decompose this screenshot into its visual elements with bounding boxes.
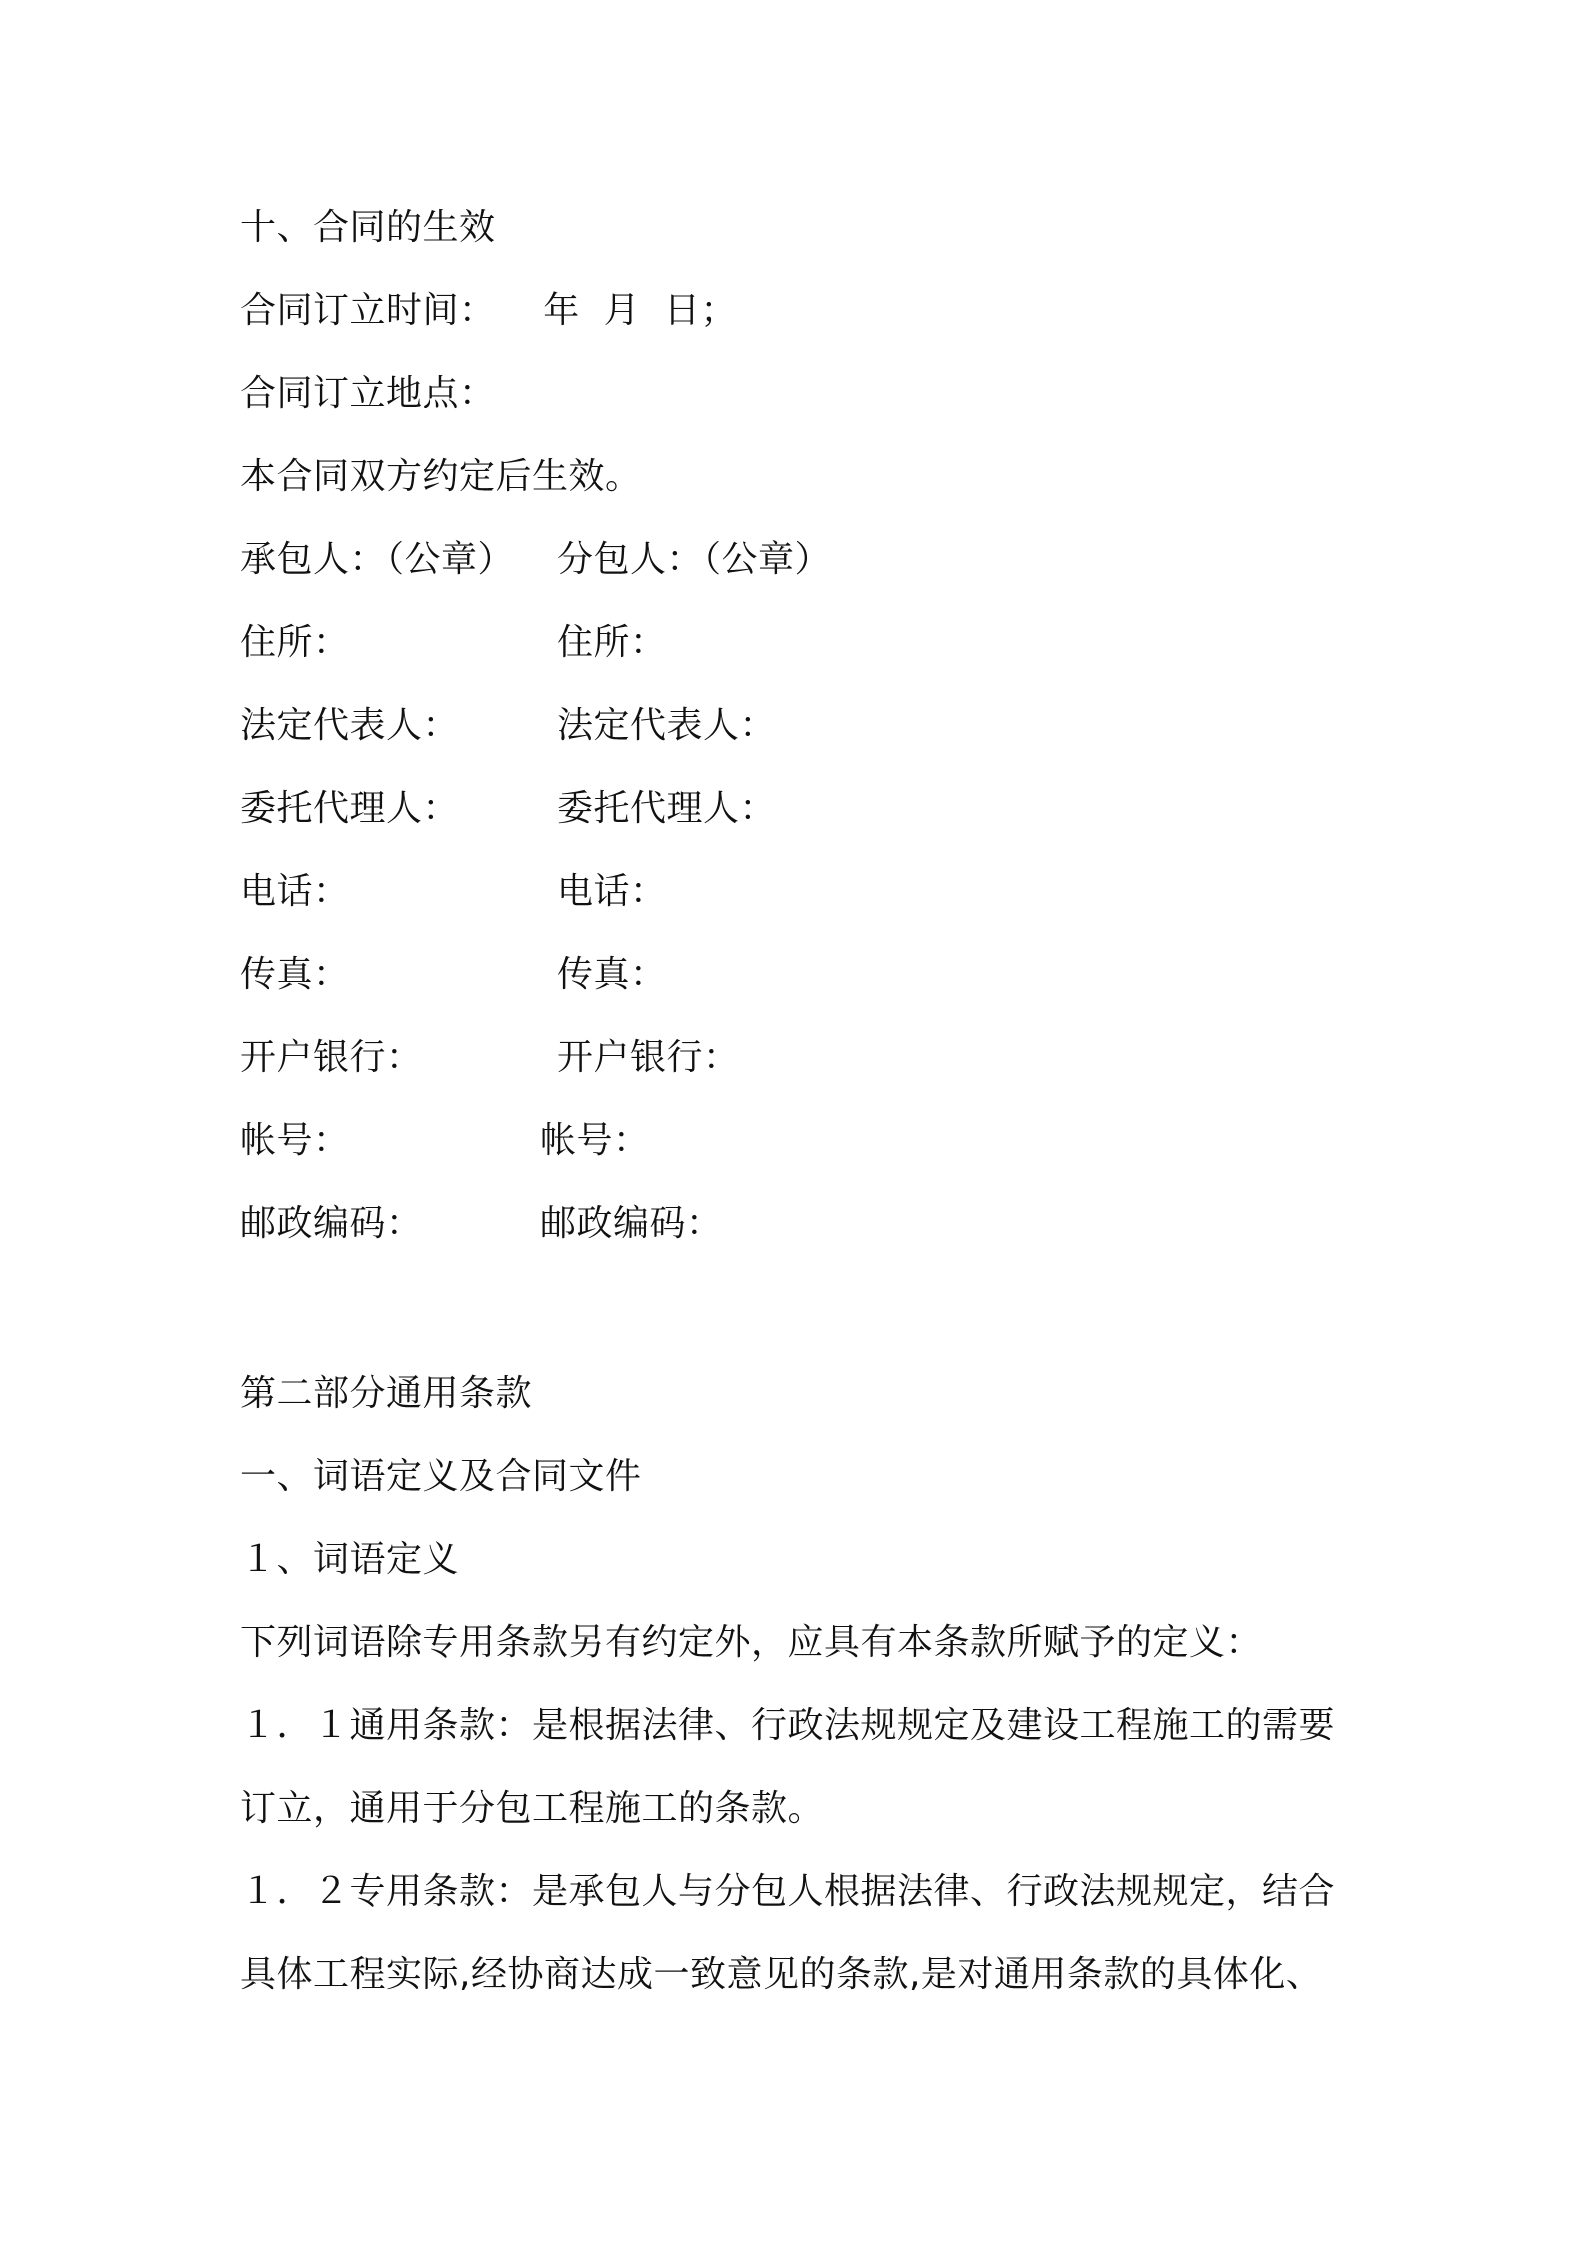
contractor-account-label: 帐号：	[240, 1120, 350, 1161]
subcontractor-agent-label: 委托代理人：	[557, 788, 777, 829]
subcontractor-phone-label: 电话：	[557, 871, 667, 912]
clause-1-1-line-2: 订立，通用于分包工程施工的条款。	[240, 1788, 825, 1829]
clause-1-2-line-1: １．２专用条款：是承包人与分包人根据法律、行政法规规定，结合	[240, 1871, 1336, 1912]
subcontractor-account-label: 帐号：	[540, 1120, 650, 1161]
contractor-postcode-label: 邮政编码：	[240, 1203, 423, 1244]
sign-place-line: 合同订立地点：	[240, 373, 496, 414]
clause-1-1-line-1: １．１通用条款：是根据法律、行政法规规定及建设工程施工的需要	[240, 1705, 1336, 1746]
clause-1-2-line-2: 具体工程实际,经协商达成一致意见的条款,是对通用条款的具体化、	[240, 1954, 1323, 1995]
subcontractor-legal-rep-label: 法定代表人：	[557, 705, 777, 746]
sign-time-line: 合同订立时间： 年 月 日；	[240, 290, 738, 331]
contractor-phone-label: 电话：	[240, 871, 350, 912]
definitions-intro: 下列词语除专用条款另有约定外，应具有本条款所赋予的定义：	[240, 1622, 1263, 1663]
contractor-seal-label: 承包人：（公章）	[240, 539, 515, 580]
contractor-fax-label: 传真：	[240, 954, 350, 995]
contractor-legal-rep-label: 法定代表人：	[240, 705, 460, 746]
section-ten-heading: 十、合同的生效	[240, 207, 496, 248]
subcontractor-seal-label: 分包人：（公章）	[557, 539, 832, 580]
section-one-heading: 一、词语定义及合同文件	[240, 1456, 642, 1497]
effective-clause: 本合同双方约定后生效。	[240, 456, 642, 497]
subcontractor-bank-label: 开户银行：	[557, 1037, 740, 1078]
part-two-title: 第二部分通用条款	[240, 1373, 533, 1414]
subcontractor-fax-label: 传真：	[557, 954, 667, 995]
subcontractor-address-label: 住所：	[557, 622, 667, 663]
contractor-agent-label: 委托代理人：	[240, 788, 460, 829]
subcontractor-postcode-label: 邮政编码：	[540, 1203, 723, 1244]
contractor-bank-label: 开户银行：	[240, 1037, 423, 1078]
contractor-address-label: 住所：	[240, 622, 350, 663]
clause-1-heading: １、词语定义	[240, 1539, 460, 1580]
